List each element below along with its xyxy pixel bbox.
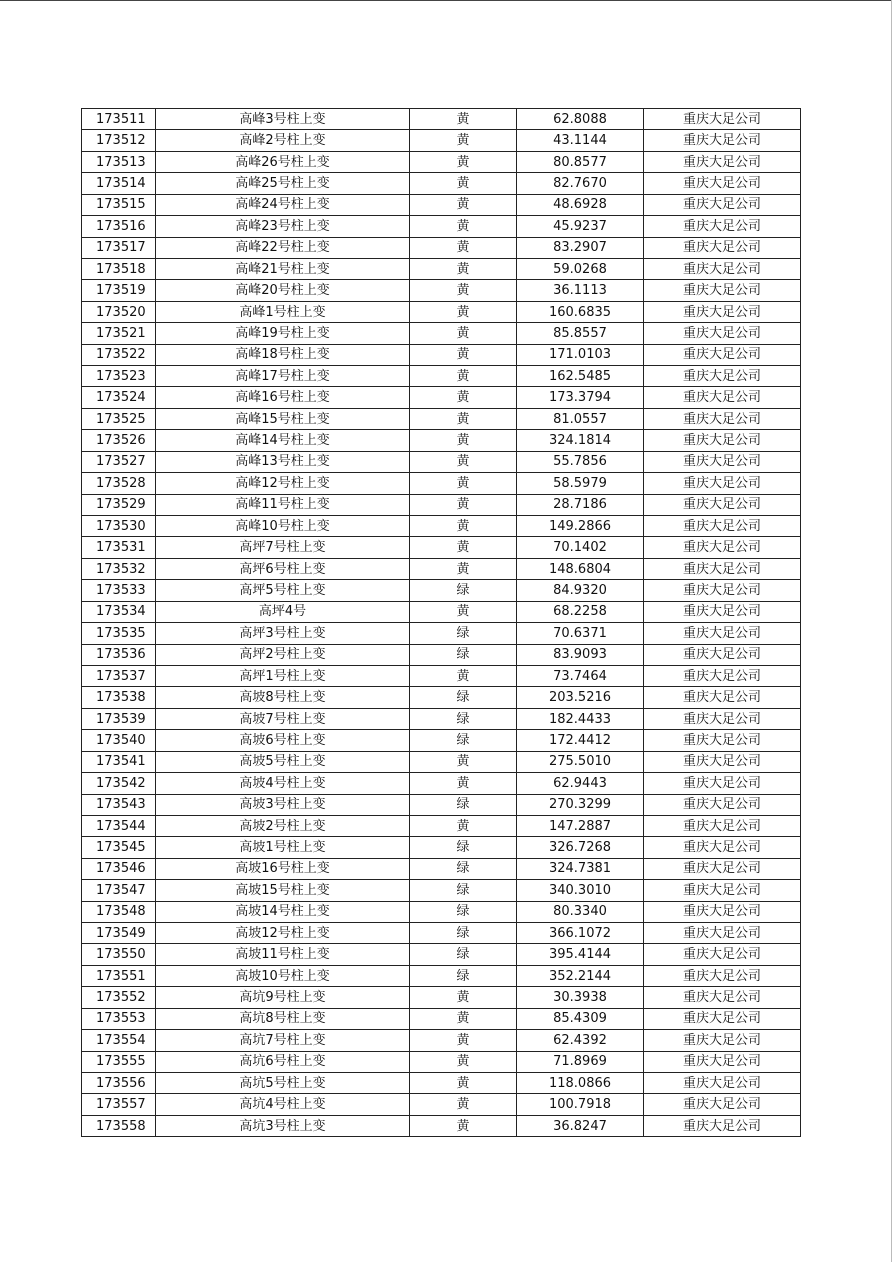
- value-cell: 58.5979: [517, 473, 644, 494]
- table-row: [82, 216, 801, 237]
- company-cell: 重庆大足公司: [644, 665, 801, 686]
- company-cell: 重庆大足公司: [644, 280, 801, 301]
- id-cell: 173549: [82, 923, 156, 944]
- status-cell: 绿: [410, 858, 517, 879]
- company-cell: 重庆大足公司: [644, 258, 801, 279]
- status-cell: 黄: [410, 751, 517, 772]
- status-cell: 黄: [410, 151, 517, 172]
- name-cell: 高峰22号柱上变: [156, 237, 410, 258]
- value-cell: 149.2866: [517, 516, 644, 537]
- table-row: [82, 580, 801, 601]
- company-cell: 重庆大足公司: [644, 1051, 801, 1072]
- value-cell: 85.4309: [517, 1008, 644, 1029]
- status-cell: 黄: [410, 430, 517, 451]
- value-cell: 48.6928: [517, 194, 644, 215]
- company-cell: 重庆大足公司: [644, 173, 801, 194]
- table-row: [82, 923, 801, 944]
- name-cell: 高坑5号柱上变: [156, 1072, 410, 1093]
- status-cell: 黄: [410, 473, 517, 494]
- id-cell: 173538: [82, 687, 156, 708]
- table-row: [82, 901, 801, 922]
- id-cell: 173521: [82, 323, 156, 344]
- table-row: [82, 987, 801, 1008]
- company-cell: 重庆大足公司: [644, 387, 801, 408]
- company-cell: 重庆大足公司: [644, 1030, 801, 1051]
- company-cell: 重庆大足公司: [644, 558, 801, 579]
- table-row: [82, 387, 801, 408]
- id-cell: 173535: [82, 623, 156, 644]
- status-cell: 绿: [410, 901, 517, 922]
- status-cell: 黄: [410, 173, 517, 194]
- company-cell: 重庆大足公司: [644, 237, 801, 258]
- status-cell: 绿: [410, 880, 517, 901]
- company-cell: 重庆大足公司: [644, 730, 801, 751]
- name-cell: 高坪2号柱上变: [156, 644, 410, 665]
- value-cell: 36.8247: [517, 1115, 644, 1136]
- company-cell: 重庆大足公司: [644, 944, 801, 965]
- status-cell: 黄: [410, 408, 517, 429]
- status-cell: 黄: [410, 1094, 517, 1115]
- value-cell: 68.2258: [517, 601, 644, 622]
- value-cell: 173.3794: [517, 387, 644, 408]
- table-row: [82, 237, 801, 258]
- status-cell: 黄: [410, 387, 517, 408]
- company-cell: 重庆大足公司: [644, 858, 801, 879]
- name-cell: 高峰15号柱上变: [156, 408, 410, 429]
- company-cell: 重庆大足公司: [644, 601, 801, 622]
- name-cell: 高峰19号柱上变: [156, 323, 410, 344]
- status-cell: 黄: [410, 1008, 517, 1029]
- id-cell: 173514: [82, 173, 156, 194]
- name-cell: 高坡12号柱上变: [156, 923, 410, 944]
- id-cell: 173525: [82, 408, 156, 429]
- status-cell: 绿: [410, 708, 517, 729]
- name-cell: 高坡2号柱上变: [156, 815, 410, 836]
- id-cell: 173537: [82, 665, 156, 686]
- status-cell: 绿: [410, 794, 517, 815]
- table-row: [82, 944, 801, 965]
- value-cell: 55.7856: [517, 451, 644, 472]
- id-cell: 173532: [82, 558, 156, 579]
- company-cell: 重庆大足公司: [644, 194, 801, 215]
- value-cell: 324.1814: [517, 430, 644, 451]
- name-cell: 高坡10号柱上变: [156, 965, 410, 986]
- value-cell: 70.6371: [517, 623, 644, 644]
- status-cell: 黄: [410, 280, 517, 301]
- company-cell: 重庆大足公司: [644, 516, 801, 537]
- status-cell: 绿: [410, 923, 517, 944]
- id-cell: 173527: [82, 451, 156, 472]
- name-cell: 高峰2号柱上变: [156, 130, 410, 151]
- company-cell: 重庆大足公司: [644, 1072, 801, 1093]
- table-row: [82, 366, 801, 387]
- status-cell: 黄: [410, 344, 517, 365]
- value-cell: 28.7186: [517, 494, 644, 515]
- name-cell: 高坑9号柱上变: [156, 987, 410, 1008]
- name-cell: 高峰18号柱上变: [156, 344, 410, 365]
- id-cell: 173548: [82, 901, 156, 922]
- name-cell: 高坑4号柱上变: [156, 1094, 410, 1115]
- table-row: [82, 151, 801, 172]
- company-cell: 重庆大足公司: [644, 794, 801, 815]
- table-row: [82, 708, 801, 729]
- table-row: [82, 301, 801, 322]
- transformer-table: [81, 108, 801, 1137]
- company-cell: 重庆大足公司: [644, 837, 801, 858]
- value-cell: 80.3340: [517, 901, 644, 922]
- value-cell: 82.7670: [517, 173, 644, 194]
- company-cell: 重庆大足公司: [644, 751, 801, 772]
- id-cell: 173555: [82, 1051, 156, 1072]
- value-cell: 324.7381: [517, 858, 644, 879]
- name-cell: 高坑8号柱上变: [156, 1008, 410, 1029]
- id-cell: 173551: [82, 965, 156, 986]
- name-cell: 高坡1号柱上变: [156, 837, 410, 858]
- status-cell: 黄: [410, 130, 517, 151]
- value-cell: 340.3010: [517, 880, 644, 901]
- table-row: [82, 837, 801, 858]
- status-cell: 黄: [410, 216, 517, 237]
- id-cell: 173544: [82, 815, 156, 836]
- table-row: [82, 687, 801, 708]
- value-cell: 118.0866: [517, 1072, 644, 1093]
- value-cell: 275.5010: [517, 751, 644, 772]
- status-cell: 黄: [410, 109, 517, 130]
- id-cell: 173539: [82, 708, 156, 729]
- status-cell: 绿: [410, 644, 517, 665]
- status-cell: 黄: [410, 258, 517, 279]
- name-cell: 高峰1号柱上变: [156, 301, 410, 322]
- name-cell: 高峰23号柱上变: [156, 216, 410, 237]
- name-cell: 高坑6号柱上变: [156, 1051, 410, 1072]
- company-cell: 重庆大足公司: [644, 537, 801, 558]
- value-cell: 148.6804: [517, 558, 644, 579]
- id-cell: 173530: [82, 516, 156, 537]
- id-cell: 173519: [82, 280, 156, 301]
- table-row: [82, 516, 801, 537]
- page-top-border: [0, 0, 892, 1]
- table-row: [82, 558, 801, 579]
- name-cell: 高峰14号柱上变: [156, 430, 410, 451]
- company-cell: 重庆大足公司: [644, 923, 801, 944]
- id-cell: 173552: [82, 987, 156, 1008]
- value-cell: 43.1144: [517, 130, 644, 151]
- value-cell: 30.3938: [517, 987, 644, 1008]
- table-row: [82, 109, 801, 130]
- id-cell: 173541: [82, 751, 156, 772]
- value-cell: 395.4144: [517, 944, 644, 965]
- id-cell: 173522: [82, 344, 156, 365]
- value-cell: 81.0557: [517, 408, 644, 429]
- table-row: [82, 194, 801, 215]
- name-cell: 高坪4号: [156, 601, 410, 622]
- company-cell: 重庆大足公司: [644, 965, 801, 986]
- table-row: [82, 408, 801, 429]
- company-cell: 重庆大足公司: [644, 430, 801, 451]
- id-cell: 173518: [82, 258, 156, 279]
- status-cell: 黄: [410, 1115, 517, 1136]
- status-cell: 绿: [410, 944, 517, 965]
- status-cell: 黄: [410, 815, 517, 836]
- status-cell: 绿: [410, 965, 517, 986]
- table-row: [82, 473, 801, 494]
- table-row: [82, 1115, 801, 1136]
- value-cell: 71.8969: [517, 1051, 644, 1072]
- table-row: [82, 730, 801, 751]
- id-cell: 173550: [82, 944, 156, 965]
- table-row: [82, 858, 801, 879]
- status-cell: 黄: [410, 537, 517, 558]
- company-cell: 重庆大足公司: [644, 815, 801, 836]
- company-cell: 重庆大足公司: [644, 687, 801, 708]
- table-row: [82, 494, 801, 515]
- table-row: [82, 258, 801, 279]
- name-cell: 高峰26号柱上变: [156, 151, 410, 172]
- status-cell: 黄: [410, 773, 517, 794]
- table-row: [82, 1030, 801, 1051]
- status-cell: 黄: [410, 366, 517, 387]
- name-cell: 高坡5号柱上变: [156, 751, 410, 772]
- status-cell: 黄: [410, 665, 517, 686]
- name-cell: 高坪3号柱上变: [156, 623, 410, 644]
- status-cell: 黄: [410, 987, 517, 1008]
- table-row: [82, 601, 801, 622]
- status-cell: 黄: [410, 1072, 517, 1093]
- value-cell: 83.2907: [517, 237, 644, 258]
- table-row: [82, 815, 801, 836]
- table-row: [82, 965, 801, 986]
- value-cell: 162.5485: [517, 366, 644, 387]
- value-cell: 182.4433: [517, 708, 644, 729]
- name-cell: 高坡7号柱上变: [156, 708, 410, 729]
- id-cell: 173517: [82, 237, 156, 258]
- id-cell: 173516: [82, 216, 156, 237]
- company-cell: 重庆大足公司: [644, 301, 801, 322]
- name-cell: 高坡3号柱上变: [156, 794, 410, 815]
- status-cell: 黄: [410, 516, 517, 537]
- name-cell: 高坑3号柱上变: [156, 1115, 410, 1136]
- value-cell: 160.6835: [517, 301, 644, 322]
- status-cell: 黄: [410, 494, 517, 515]
- id-cell: 173524: [82, 387, 156, 408]
- name-cell: 高坡16号柱上变: [156, 858, 410, 879]
- status-cell: 黄: [410, 451, 517, 472]
- table-row: [82, 880, 801, 901]
- name-cell: 高峰20号柱上变: [156, 280, 410, 301]
- table-row: [82, 1008, 801, 1029]
- value-cell: 70.1402: [517, 537, 644, 558]
- company-cell: 重庆大足公司: [644, 151, 801, 172]
- value-cell: 352.2144: [517, 965, 644, 986]
- name-cell: 高峰12号柱上变: [156, 473, 410, 494]
- table-row: [82, 794, 801, 815]
- company-cell: 重庆大足公司: [644, 987, 801, 1008]
- status-cell: 黄: [410, 323, 517, 344]
- id-cell: 173536: [82, 644, 156, 665]
- value-cell: 172.4412: [517, 730, 644, 751]
- company-cell: 重庆大足公司: [644, 623, 801, 644]
- status-cell: 黄: [410, 301, 517, 322]
- value-cell: 62.9443: [517, 773, 644, 794]
- value-cell: 85.8557: [517, 323, 644, 344]
- name-cell: 高坡6号柱上变: [156, 730, 410, 751]
- id-cell: 173529: [82, 494, 156, 515]
- name-cell: 高坡14号柱上变: [156, 901, 410, 922]
- table-row: [82, 751, 801, 772]
- id-cell: 173512: [82, 130, 156, 151]
- id-cell: 173554: [82, 1030, 156, 1051]
- id-cell: 173543: [82, 794, 156, 815]
- company-cell: 重庆大足公司: [644, 408, 801, 429]
- name-cell: 高峰25号柱上变: [156, 173, 410, 194]
- company-cell: 重庆大足公司: [644, 708, 801, 729]
- value-cell: 45.9237: [517, 216, 644, 237]
- id-cell: 173547: [82, 880, 156, 901]
- table-row: [82, 430, 801, 451]
- value-cell: 59.0268: [517, 258, 644, 279]
- company-cell: 重庆大足公司: [644, 1094, 801, 1115]
- id-cell: 173520: [82, 301, 156, 322]
- value-cell: 326.7268: [517, 837, 644, 858]
- status-cell: 黄: [410, 601, 517, 622]
- value-cell: 366.1072: [517, 923, 644, 944]
- id-cell: 173540: [82, 730, 156, 751]
- table-row: [82, 323, 801, 344]
- value-cell: 73.7464: [517, 665, 644, 686]
- name-cell: 高峰21号柱上变: [156, 258, 410, 279]
- company-cell: 重庆大足公司: [644, 494, 801, 515]
- company-cell: 重庆大足公司: [644, 216, 801, 237]
- table-row: [82, 344, 801, 365]
- id-cell: 173528: [82, 473, 156, 494]
- value-cell: 62.4392: [517, 1030, 644, 1051]
- name-cell: 高峰10号柱上变: [156, 516, 410, 537]
- company-cell: 重庆大足公司: [644, 880, 801, 901]
- value-cell: 100.7918: [517, 1094, 644, 1115]
- company-cell: 重庆大足公司: [644, 323, 801, 344]
- name-cell: 高坡11号柱上变: [156, 944, 410, 965]
- status-cell: 黄: [410, 1030, 517, 1051]
- name-cell: 高坪6号柱上变: [156, 558, 410, 579]
- table-row: [82, 1072, 801, 1093]
- value-cell: 36.1113: [517, 280, 644, 301]
- id-cell: 173546: [82, 858, 156, 879]
- value-cell: 171.0103: [517, 344, 644, 365]
- id-cell: 173557: [82, 1094, 156, 1115]
- name-cell: 高坑7号柱上变: [156, 1030, 410, 1051]
- company-cell: 重庆大足公司: [644, 473, 801, 494]
- company-cell: 重庆大足公司: [644, 130, 801, 151]
- value-cell: 83.9093: [517, 644, 644, 665]
- company-cell: 重庆大足公司: [644, 451, 801, 472]
- status-cell: 黄: [410, 194, 517, 215]
- id-cell: 173556: [82, 1072, 156, 1093]
- value-cell: 80.8577: [517, 151, 644, 172]
- table-row: [82, 773, 801, 794]
- name-cell: 高坡8号柱上变: [156, 687, 410, 708]
- id-cell: 173515: [82, 194, 156, 215]
- name-cell: 高坪1号柱上变: [156, 665, 410, 686]
- id-cell: 173534: [82, 601, 156, 622]
- company-cell: 重庆大足公司: [644, 580, 801, 601]
- company-cell: 重庆大足公司: [644, 1115, 801, 1136]
- company-cell: 重庆大足公司: [644, 366, 801, 387]
- company-cell: 重庆大足公司: [644, 644, 801, 665]
- status-cell: 绿: [410, 580, 517, 601]
- id-cell: 173531: [82, 537, 156, 558]
- status-cell: 绿: [410, 837, 517, 858]
- id-cell: 173526: [82, 430, 156, 451]
- table-row: [82, 1051, 801, 1072]
- company-cell: 重庆大足公司: [644, 901, 801, 922]
- status-cell: 黄: [410, 558, 517, 579]
- status-cell: 绿: [410, 730, 517, 751]
- table-row: [82, 280, 801, 301]
- id-cell: 173533: [82, 580, 156, 601]
- company-cell: 重庆大足公司: [644, 344, 801, 365]
- name-cell: 高峰3号柱上变: [156, 109, 410, 130]
- status-cell: 绿: [410, 687, 517, 708]
- name-cell: 高峰24号柱上变: [156, 194, 410, 215]
- value-cell: 270.3299: [517, 794, 644, 815]
- name-cell: 高坪5号柱上变: [156, 580, 410, 601]
- company-cell: 重庆大足公司: [644, 109, 801, 130]
- id-cell: 173513: [82, 151, 156, 172]
- table-row: [82, 451, 801, 472]
- table-row: [82, 665, 801, 686]
- status-cell: 黄: [410, 237, 517, 258]
- table-row: [82, 173, 801, 194]
- table-row: [82, 537, 801, 558]
- name-cell: 高坡4号柱上变: [156, 773, 410, 794]
- value-cell: 84.9320: [517, 580, 644, 601]
- status-cell: 绿: [410, 623, 517, 644]
- id-cell: 173523: [82, 366, 156, 387]
- name-cell: 高峰16号柱上变: [156, 387, 410, 408]
- name-cell: 高坪7号柱上变: [156, 537, 410, 558]
- id-cell: 173558: [82, 1115, 156, 1136]
- company-cell: 重庆大足公司: [644, 1008, 801, 1029]
- name-cell: 高峰11号柱上变: [156, 494, 410, 515]
- status-cell: 黄: [410, 1051, 517, 1072]
- name-cell: 高坡15号柱上变: [156, 880, 410, 901]
- id-cell: 173542: [82, 773, 156, 794]
- table-row: [82, 130, 801, 151]
- id-cell: 173545: [82, 837, 156, 858]
- name-cell: 高峰13号柱上变: [156, 451, 410, 472]
- value-cell: 62.8088: [517, 109, 644, 130]
- value-cell: 203.5216: [517, 687, 644, 708]
- table-row: [82, 1094, 801, 1115]
- id-cell: 173553: [82, 1008, 156, 1029]
- id-cell: 173511: [82, 109, 156, 130]
- company-cell: 重庆大足公司: [644, 773, 801, 794]
- table-row: [82, 623, 801, 644]
- table-body: [82, 109, 801, 1137]
- table-row: [82, 644, 801, 665]
- name-cell: 高峰17号柱上变: [156, 366, 410, 387]
- value-cell: 147.2887: [517, 815, 644, 836]
